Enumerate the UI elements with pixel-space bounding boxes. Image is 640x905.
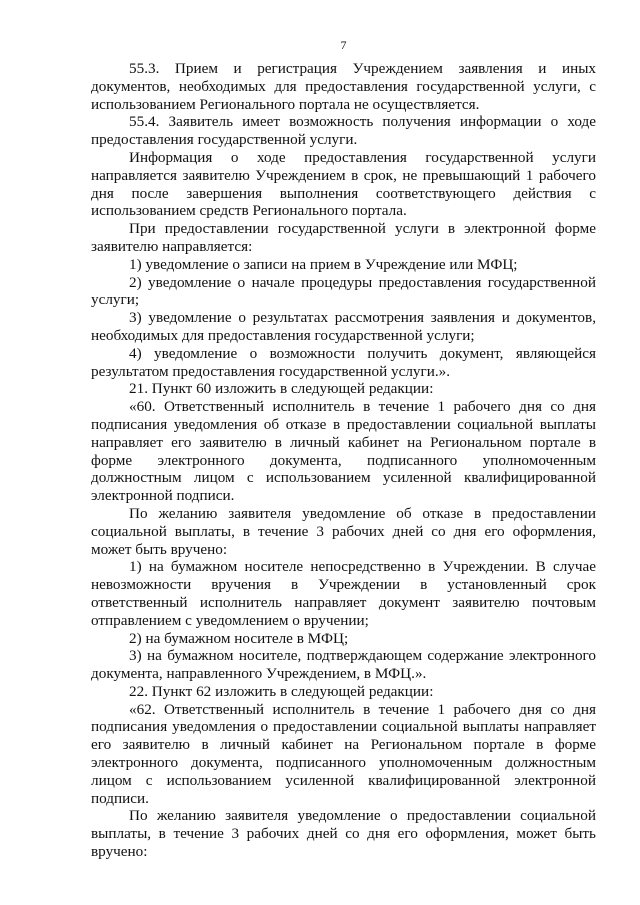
paragraph-info-progress: Информация о ходе предоставления государственной услуги направляется заявителю Учреждением в срок, не превышающий 1 рабочего дня после завершения выполнения соответствующего действия с использованием средств Регионального портала. bbox=[91, 148, 596, 220]
delivery-option-2: 2) на бумажном носителе в МФЦ; bbox=[129, 629, 349, 647]
paragraph-electronic-notices-intro: При предоставлении государственной услуги в электронной форме заявителю направляется: bbox=[91, 220, 596, 255]
paragraph-60: «60. Ответственный исполнитель в течение 1 рабочего дня со дня подписания уведомления об отказе в предоставлении социальной выплаты направляет его заявителю в личный кабинет на Региональном портале в форме электронного документа, подписанного уполномоченным должностным лицом с использованием усиленной квалифицированной электронной подписи. bbox=[91, 398, 596, 505]
amendment-21-heading: 21. Пункт 60 изложить в следующей редакции: bbox=[129, 380, 434, 398]
page-number: 7 bbox=[340, 38, 347, 52]
paragraph-55-4: 55.4. Заявитель имеет возможность получения информации о ходе предоставления государственной услуги. bbox=[91, 113, 596, 149]
list-item-3: 3) уведомление о результатах рассмотрения заявления и документов, необходимых для предоставления государственной услуги; bbox=[91, 309, 596, 344]
list-item-1: 1) уведомление о записи на прием в Учреждение или МФЦ; bbox=[129, 255, 518, 273]
delivery-option-3: 3) на бумажном носителе, подтверждающем содержание электронного документа, направленного Учреждением, в МФЦ.». bbox=[91, 647, 596, 683]
paragraph-grant-delivery: По желанию заявителя уведомление о предоставлении социальной выплаты, в течение 3 рабочих дней со дня его оформления, может быть вручено: bbox=[91, 807, 596, 861]
paragraph-refusal-delivery: По желанию заявителя уведомление об отказе в предоставлении социальной выплаты, в течение 3 рабочих дней со дня его оформления, может быть вручено: bbox=[91, 504, 596, 558]
delivery-option-1: 1) на бумажном носителе непосредственно в Учреждении. В случае невозможности вручения в Учреждении в установленный срок ответственный исполнитель направляет документ заявителю почтовым отправлением с уведомлением о вручении; bbox=[91, 558, 596, 629]
paragraph-62: «62. Ответственный исполнитель в течение 1 рабочего дня со дня подписания уведомления о предоставлении социальной выплаты направляет его заявителю в личный кабинет на Региональном портале в форме электронного документа, подписанного уполномоченным должностным лицом с использованием усиленной квалифицированной электронной подписи. bbox=[91, 700, 596, 807]
paragraph-55-3: 55.3. Прием и регистрация Учреждением заявления и иных документов, необходимых для предоставления государственной услуги, с использованием Регионального портала не осуществляется. bbox=[91, 60, 596, 113]
amendment-22-heading: 22. Пункт 62 изложить в следующей редакции: bbox=[129, 682, 434, 700]
list-item-4: 4) уведомление о возможности получить документ, являющейся результатом предоставления государственной услуги.». bbox=[91, 344, 596, 380]
list-item-2: 2) уведомление о начале процедуры предоставления государственной услуги; bbox=[91, 273, 596, 309]
